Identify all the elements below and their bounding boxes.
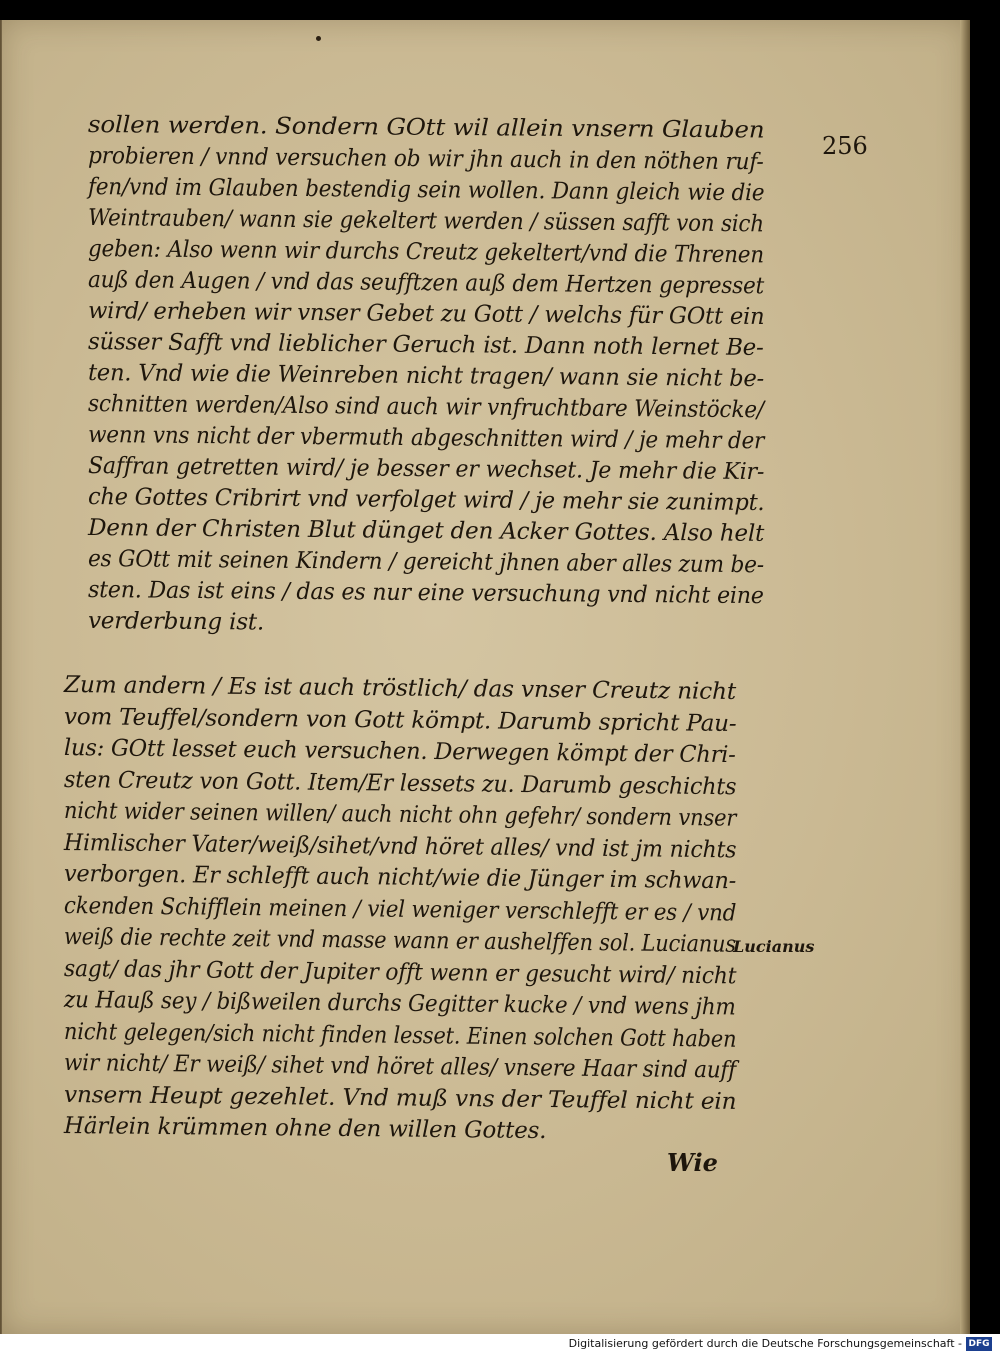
text-line: probieren / vnnd versuchen ob wir jhn auch in den nöthen ruf- (87, 143, 764, 176)
text-line: verderbung ist. (87, 608, 265, 636)
text-line: nicht wider seinen willen/ auch nicht ohn gefehr/ sondern vnser (63, 798, 737, 832)
dfg-logo: DFG (966, 1337, 992, 1351)
text-line: sten. Das ist eins / das es nur eine versuchung vnd nicht eine (87, 577, 764, 610)
text-line: nicht gelegen/sich nicht finden lesset. Einen solchen Gott haben (63, 1018, 737, 1053)
catchword: Wie (667, 1148, 718, 1177)
page-number: 256 (822, 132, 868, 160)
margin-note: Lucianus (733, 937, 815, 956)
text-line: auß den Augen / vnd das seufftzen auß dem Hertzen gepresset (87, 267, 765, 300)
text-line: Denn der Christen Blut dünget den Acker Gottes. Also helt (87, 515, 765, 547)
text-line: süsser Safft vnd lieblicher Geruch ist. Dann noth lernet Be- (87, 329, 764, 361)
text-line: sten Creutz von Gott. Item/Er lessets zu. Darumb geschichts (63, 766, 737, 800)
text-line: Saffran getretten wird/ je besser er wechset. Je mehr die Kir- (87, 453, 765, 486)
text-line: fen/vnd im Glauben bestendig sein wollen. Dann gleich wie die (87, 174, 765, 207)
text-line: wir nicht/ Er weiß/ sihet vnd höret alles/ vnsere Haar sind auff (63, 1050, 737, 1084)
text-line: vnsern Heupt gezehlet. Vnd muß vns der Teuffel nicht ein (63, 1081, 737, 1115)
text-line: verborgen. Er schlefft auch nicht/wie die Jünger im schwan- (63, 861, 737, 895)
text-line: schnitten werden/Also sind auch wir vnfruchtbare Weinstöcke/ (87, 391, 765, 424)
footer-credit: Digitalisierung gefördert durch die Deutsche Forschungsgemeinschaft - (568, 1337, 962, 1350)
text-line: lus: GOtt lesset euch versuchen. Derwegen kömpt der Chri- (63, 735, 736, 769)
text-line: weiß die rechte zeit vnd masse wann er aushelffen sol. Lucianus (63, 924, 737, 958)
text-line: Weintrauben/ wann sie gekeltert werden / süssen safft von sich (87, 205, 764, 238)
page-right-edge (960, 20, 970, 1334)
text-line: Himlischer Vater/weiß/sihet/vnd höret alles/ vnd ist jm nichts (63, 829, 737, 863)
text-line: sagt/ das jhr Gott der Jupiter offt wenn er gesucht wird/ nicht (63, 955, 737, 989)
text-line: ckenden Schifflein meinen / viel weniger verschlefft er es / vnd (63, 892, 737, 927)
text-line: Härlein krümmen ohne den willen Gottes. (63, 1113, 547, 1145)
text-line: Zum andern / Es ist auch tröstlich/ das vnser Creutz nicht (63, 672, 737, 705)
text-line: sollen werden. Sondern GOtt wil allein vnsern Glauben (87, 112, 765, 144)
text-line: wenn vns nicht der vbermuth abgeschnitten wird / je mehr der (87, 422, 765, 455)
text-line: geben: Also wenn wir durchs Creutz gekeltert/vnd die Threnen (87, 236, 765, 269)
text-line: che Gottes Cribrirt vnd verfolget wird / je mehr sie zunimpt. (87, 484, 765, 517)
text-line: es GOtt mit seinen Kindern / gereicht jhnen aber alles zum be- (87, 546, 765, 579)
text-line: wird/ erheben wir vnser Gebet zu Gott / welchs für GOtt ein (87, 298, 765, 331)
text-line: zu Hauß sey / bißweilen durchs Gegitter kucke / vnd wens jhm (63, 987, 736, 1021)
text-line: vom Teuffel/sondern von Gott kömpt. Darumb spricht Pau- (63, 703, 737, 737)
ink-speck (316, 36, 321, 41)
text-line: ten. Vnd wie die Weinreben nicht tragen/ wann sie nicht be- (87, 360, 765, 393)
footer-bar (0, 1334, 1000, 1355)
